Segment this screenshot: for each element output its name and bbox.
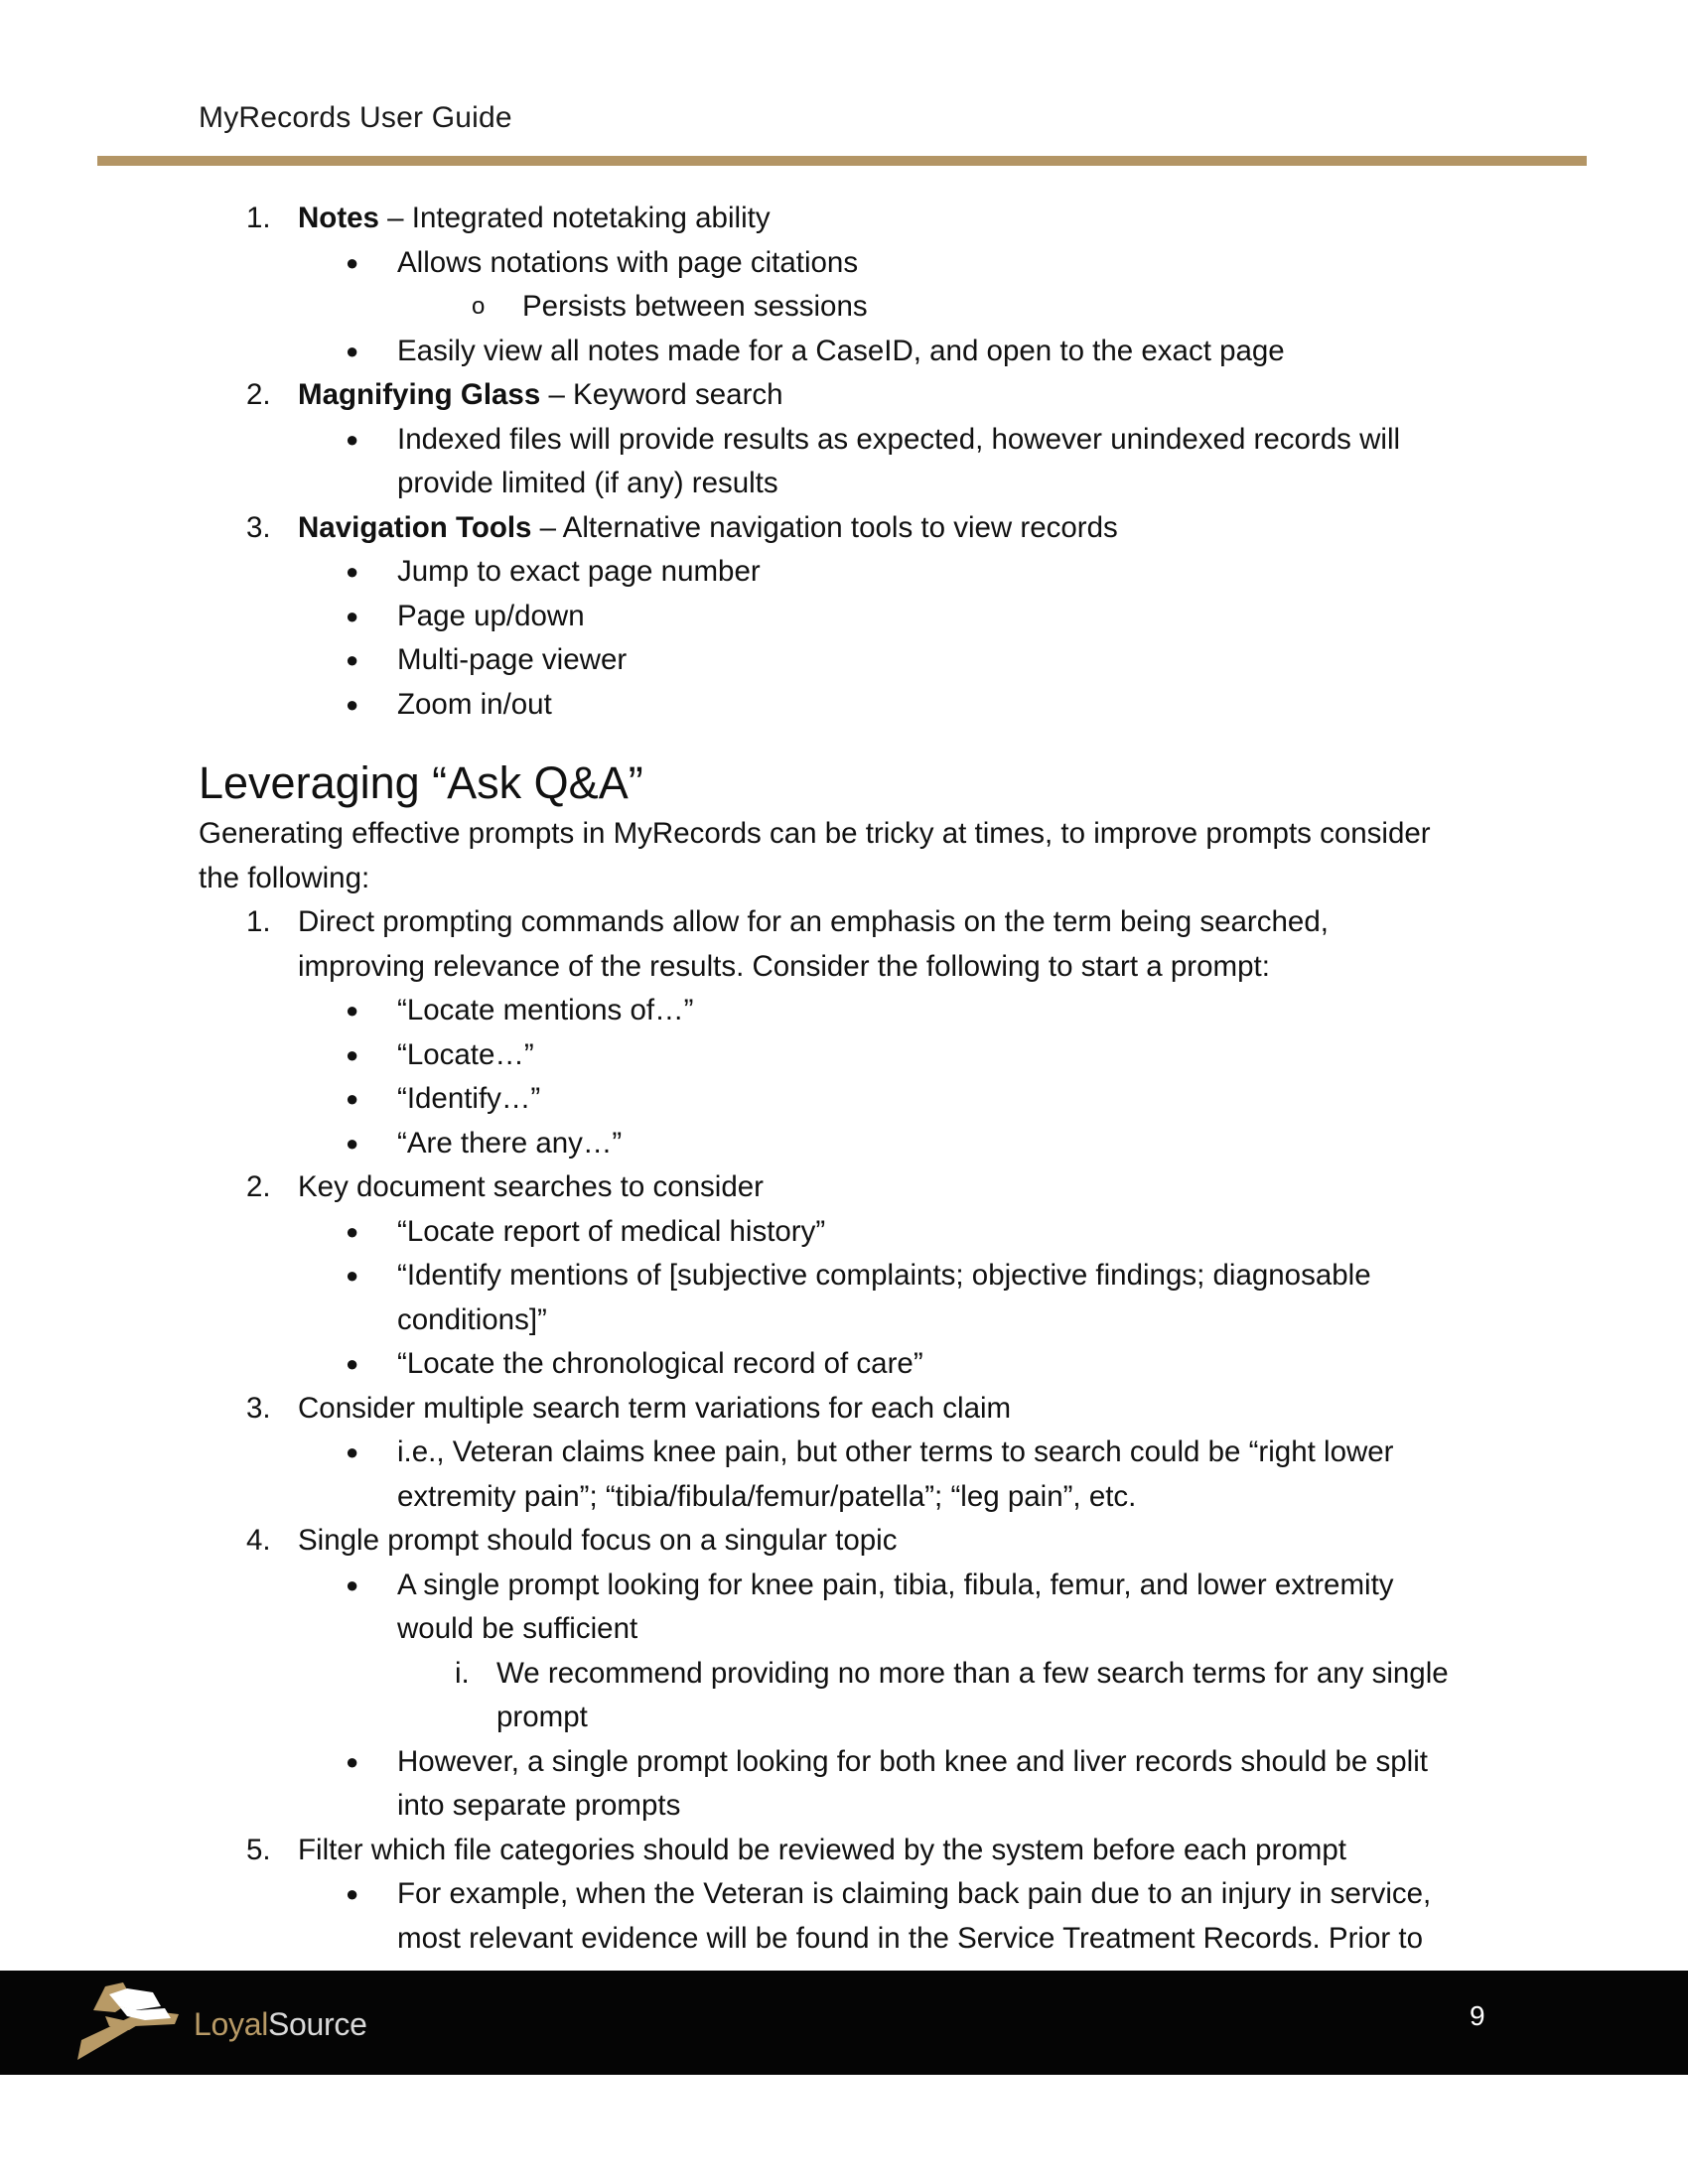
- tip-item-marker: 1.: [246, 905, 271, 938]
- bullet-text: “Locate…”: [397, 1037, 534, 1071]
- roman-item: [0, 1696, 1688, 1740]
- bullet-item: [0, 1740, 1688, 1785]
- bullet-text: Allows notations with page citations: [397, 245, 859, 279]
- bullet-item-marker: ●: [346, 1881, 359, 1906]
- bullet-item-text: For example, when the Veteran is claiming back pain due to an injury in service,: [397, 1877, 1432, 1910]
- bullet-item-text: most relevant evidence will be found in the Service Treatment Records. Prior to: [397, 1921, 1423, 1955]
- bullet-text: Page up/down: [397, 599, 585, 632]
- sub-bullet-marker: o: [472, 293, 486, 320]
- feature-item-description: – Alternative navigation tools to view records: [531, 510, 1118, 544]
- tip-item-text: Key document searches to consider: [298, 1170, 764, 1203]
- bullet-marker: ●: [346, 1218, 359, 1244]
- bullet-marker: ●: [346, 338, 359, 363]
- bullet-marker: ●: [346, 691, 359, 717]
- section-heading-row: [0, 754, 1688, 812]
- bullet-item: [0, 1917, 1688, 1962]
- tip-item-marker: 5.: [246, 1833, 271, 1866]
- brand-wordmark: [194, 2004, 367, 2044]
- loyalsource-logo-icon: [75, 1980, 185, 2062]
- tip-item-marker: 4.: [246, 1524, 271, 1557]
- bullet-text: Easily view all notes made for a CaseID, and open to the exact page: [397, 334, 1285, 367]
- tip-item: [0, 900, 1688, 945]
- section-heading: Leveraging “Ask Q&A”: [199, 757, 643, 808]
- bullet-marker: ●: [346, 603, 359, 628]
- tip-item: [0, 1519, 1688, 1564]
- feature-item-label: Notes: [298, 202, 379, 234]
- bullet-item: [0, 418, 1688, 463]
- tip-item-marker: 2.: [246, 1170, 271, 1203]
- bullet-item: [0, 683, 1688, 728]
- page-footer: [0, 1971, 1688, 2075]
- bullet-item-text: conditions]”: [397, 1302, 547, 1336]
- bullet-item-text: i.e., Veteran claims knee pain, but other terms to search could be “right lower: [397, 1435, 1394, 1468]
- feature-item-description: – Keyword search: [540, 378, 783, 411]
- bullet-item: [0, 462, 1688, 506]
- feature-item-label: Navigation Tools: [298, 510, 532, 544]
- bullet-item: [0, 638, 1688, 683]
- tip-item-text: Filter which file categories should be reviewed by the system before each prompt: [298, 1833, 1346, 1866]
- bullet-item-text: into separate prompts: [397, 1789, 681, 1822]
- bullet-text: “Locate mentions of…”: [397, 994, 694, 1026]
- tip-item-text: Consider multiple search term variations for each claim: [298, 1391, 1012, 1425]
- roman-item-marker: i.: [455, 1656, 470, 1690]
- bullet-text: “Locate report of medical history”: [397, 1214, 826, 1248]
- bullet-item-marker: ●: [346, 426, 359, 452]
- bullet-item: [0, 1784, 1688, 1829]
- intro-paragraph-line: [0, 812, 1688, 857]
- bullet-item: [0, 1298, 1688, 1343]
- feature-item: [0, 373, 1688, 418]
- bullet-item-text: would be sufficient: [397, 1612, 638, 1645]
- brand-wordmark-source: Source: [268, 2006, 367, 2042]
- bullet-item: [0, 1564, 1688, 1608]
- bullet-item: [0, 241, 1688, 286]
- tip-item: [0, 1165, 1688, 1210]
- bullet-item-text: “Identify mentions of [subjective complaints; objective findings; diagnosable: [397, 1259, 1371, 1292]
- bullet-item-marker: ●: [346, 1263, 359, 1288]
- feature-item-text: [298, 197, 771, 241]
- page-content: [0, 197, 1688, 1962]
- bullet-marker: ●: [346, 998, 359, 1023]
- bullet-item: [0, 989, 1688, 1033]
- intro-paragraph-text: the following:: [199, 861, 370, 894]
- bullet-item-marker: ●: [346, 1571, 359, 1597]
- bullet-marker: ●: [346, 1351, 359, 1376]
- bullet-item: [0, 1431, 1688, 1475]
- header-divider: [97, 156, 1587, 166]
- bullet-item: [0, 1033, 1688, 1078]
- bullet-item: [0, 1122, 1688, 1166]
- bullet-marker: ●: [346, 249, 359, 275]
- bullet-marker: ●: [346, 647, 359, 672]
- sub-bullet-item: [0, 285, 1688, 330]
- bullet-item: [0, 1254, 1688, 1298]
- bullet-marker: ●: [346, 1130, 359, 1156]
- tip-item: [0, 1829, 1688, 1873]
- bullet-text: Zoom in/out: [397, 687, 552, 721]
- feature-item-number: 2.: [246, 378, 271, 411]
- page-number: 9: [1470, 2000, 1485, 2031]
- feature-item-number: 3.: [246, 510, 271, 544]
- feature-item-number: 1.: [246, 202, 271, 234]
- bullet-text: “Are there any…”: [397, 1126, 623, 1160]
- bullet-text: “Identify…”: [397, 1082, 541, 1115]
- tip-item-text: Direct prompting commands allow for an emphasis on the term being searched,: [298, 905, 1329, 938]
- brand-wordmark-loyal: Loyal: [194, 2006, 269, 2042]
- bullet-item: [0, 330, 1688, 374]
- bullet-text: Multi-page viewer: [397, 643, 628, 676]
- roman-item: [0, 1652, 1688, 1697]
- bullet-item: [0, 1872, 1688, 1917]
- intro-paragraph-text: Generating effective prompts in MyRecords can be tricky at times, to improve prompts consider: [199, 817, 1431, 850]
- feature-item-description: – Integrated notetaking ability: [378, 202, 771, 234]
- intro-paragraph-line: [0, 857, 1688, 901]
- feature-item-label: Magnifying Glass: [298, 378, 541, 411]
- tip-item: [0, 945, 1688, 990]
- roman-item-text: prompt: [496, 1701, 588, 1733]
- feature-item: [0, 506, 1688, 551]
- bullet-marker: ●: [346, 1041, 359, 1067]
- bullet-marker: ●: [346, 559, 359, 584]
- roman-item-text: We recommend providing no more than a few search terms for any single: [496, 1656, 1449, 1690]
- tip-item: [0, 1387, 1688, 1432]
- tip-item-text: Single prompt should focus on a singular topic: [298, 1524, 898, 1557]
- bullet-item: [0, 1475, 1688, 1520]
- bullet-item: [0, 1077, 1688, 1122]
- feature-item-text: [298, 373, 783, 418]
- bullet-item-text: provide limited (if any) results: [397, 467, 778, 499]
- bullet-text: Jump to exact page number: [397, 555, 761, 588]
- bullet-item: [0, 595, 1688, 639]
- sub-bullet-text: Persists between sessions: [522, 290, 868, 323]
- tip-item-marker: 3.: [246, 1391, 271, 1425]
- bullet-item: [0, 1210, 1688, 1255]
- feature-item: [0, 197, 1688, 241]
- bullet-item-marker: ●: [346, 1748, 359, 1774]
- bullet-item-marker: ●: [346, 1439, 359, 1464]
- bullet-item-text: Indexed files will provide results as expected, however unindexed records will: [397, 422, 1401, 456]
- section-spacer: [0, 727, 1688, 754]
- bullet-item: [0, 1607, 1688, 1652]
- bullet-item: [0, 550, 1688, 595]
- bullet-marker: ●: [346, 1086, 359, 1111]
- bullet-text: “Locate the chronological record of care”: [397, 1347, 923, 1380]
- document-header-title: MyRecords User Guide: [199, 101, 512, 134]
- bullet-item-text: extremity pain”; “tibia/fibula/femur/patella”; “leg pain”, etc.: [397, 1479, 1137, 1513]
- tip-item-text: improving relevance of the results. Consider the following to start a prompt:: [298, 949, 1270, 983]
- bullet-item: [0, 1342, 1688, 1387]
- feature-item-text: [298, 506, 1118, 551]
- bullet-item-text: However, a single prompt looking for both knee and liver records should be split: [397, 1744, 1428, 1778]
- bullet-item-text: A single prompt looking for knee pain, tibia, fibula, femur, and lower extremity: [397, 1568, 1394, 1601]
